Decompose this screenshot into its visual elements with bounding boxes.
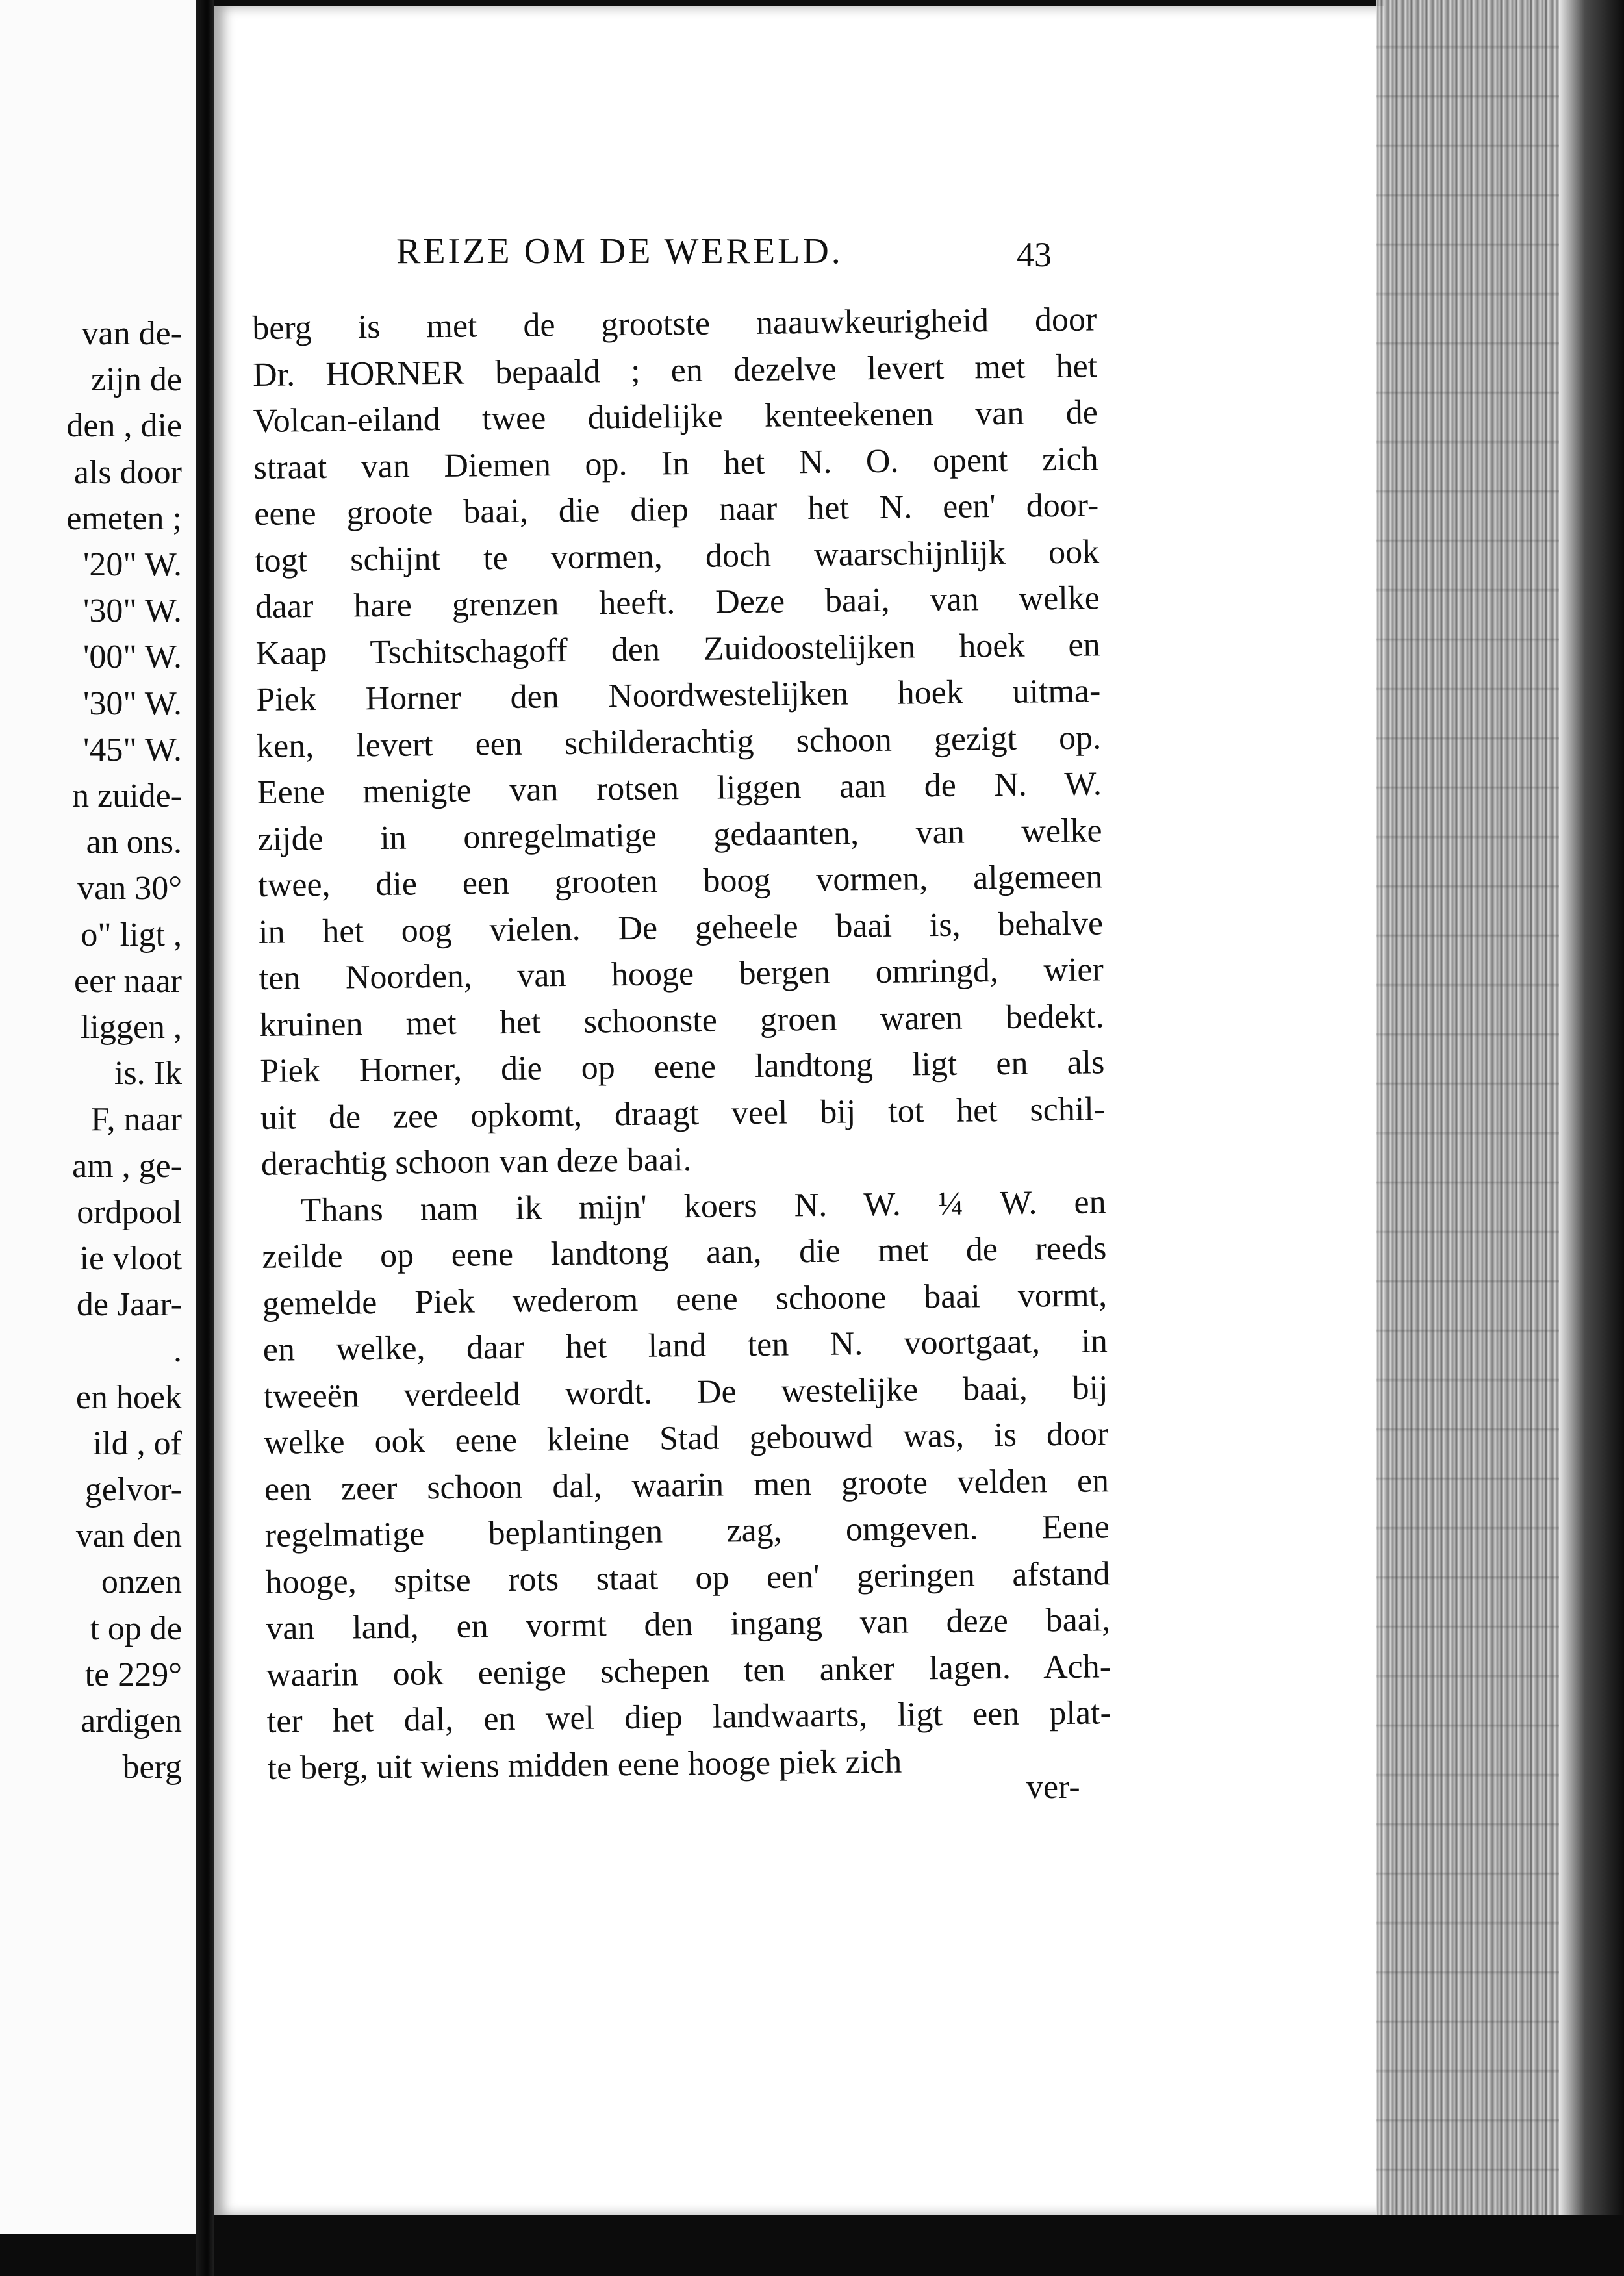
body-line: straat van Diemen op. In het N. O. opent zich: [253, 440, 1098, 487]
left-page-line: an ons.: [86, 824, 182, 861]
body-line: en welke, daar het land ten N. voortgaat, in: [262, 1322, 1108, 1369]
body-line: eene groote baai, die diep naar het N. een' door-: [254, 487, 1099, 533]
left-page-line: '30" W.: [83, 592, 182, 630]
body-line: twee, die een grooten boog vormen, algemeen: [258, 858, 1103, 904]
left-page-line: t op de: [90, 1610, 182, 1647]
left-page-line: gelvor-: [84, 1471, 182, 1508]
body-line: regelmatige beplantingen zag, omgeven. Eene: [264, 1508, 1110, 1554]
body-line: berg is met de grootste naauwkeurigheid door: [252, 301, 1097, 347]
left-page-line: '45" W.: [83, 731, 182, 768]
body-line: in het oog vielen. De geheele baai is, behalve: [258, 904, 1104, 951]
left-page-line: te 229°: [84, 1656, 182, 1693]
page-header: [396, 231, 1078, 276]
book-gutter: [196, 0, 214, 2276]
body-line: togt schijnt te vormen, doch waarschijnlijk ook: [254, 533, 1100, 579]
left-page-line: den , die: [66, 407, 182, 445]
body-line: Piek Horner den Noordwestelijken hoek uitma-: [256, 672, 1101, 718]
bottom-shadow: [214, 2215, 1624, 2276]
left-page-line: onzen: [101, 1563, 182, 1601]
running-title: REIZE OM DE WERELD.: [396, 231, 843, 272]
body-line: zeilde op eene landtong aan, die met de reeds: [262, 1230, 1107, 1276]
left-page-line: berg: [122, 1749, 182, 1786]
body-line: welke ook eene kleine Stad gebouwd was, is door: [264, 1415, 1109, 1461]
body-line: Dr. HORNER bepaald ; en dezelve levert met het: [252, 347, 1098, 394]
left-page-line: '20" W.: [83, 546, 182, 583]
body-text: [252, 296, 1112, 1791]
left-page-line: am , ge-: [72, 1147, 182, 1185]
left-page-line: F, naar: [90, 1101, 182, 1139]
left-page-line: '30" W.: [83, 685, 182, 722]
left-page-line: ardigen: [81, 1702, 182, 1739]
left-page-line: liggen ,: [81, 1009, 182, 1046]
left-page-line: als door: [73, 453, 182, 491]
body-line: ter het dal, en wel diep landwaarts, ligt een plat-: [266, 1694, 1112, 1740]
body-line: ten Noorden, van hooge bergen omringd, wier: [259, 951, 1104, 997]
body-line: Eene menigte van rotsen liggen aan de N. W.: [257, 765, 1102, 811]
left-page-line: o" ligt ,: [81, 916, 182, 954]
left-page-line: n zuide-: [72, 778, 182, 815]
body-line: waarin ook eenige schepen ten anker lagen. Ach-: [266, 1647, 1111, 1694]
body-line: een zeer schoon dal, waarin men groote velden en: [264, 1461, 1110, 1508]
left-page-line: ie vloot: [79, 1240, 182, 1277]
left-page-line: van de-: [81, 315, 182, 352]
body-line: uit de zee opkomt, draagt veel bij tot het schil-: [260, 1090, 1106, 1137]
body-line: kruinen met het schoonste groen waren bedekt.: [259, 997, 1104, 1044]
body-line: Kaap Tschitschagoff den Zuidoostelijken hoek en: [255, 626, 1100, 672]
body-line: Thans nam ik mijn' koers N. W. ¼ W. en: [300, 1183, 1106, 1229]
left-page-line: eer naar: [74, 962, 182, 1000]
left-page-line: ordpool: [77, 1193, 182, 1231]
left-page-line: zijn de: [90, 361, 182, 399]
body-line: ken, levert een schilderachtig schoon gezigt op.: [256, 718, 1102, 765]
catchword: ver-: [1026, 1769, 1080, 1806]
body-line: Piek Horner, die op eene landtong ligt en als: [260, 1044, 1105, 1090]
facing-page-left: [0, 0, 197, 2234]
left-page-line: '00" W.: [83, 639, 182, 676]
left-page-line: van 30°: [77, 870, 182, 907]
outer-shadow: [1559, 0, 1624, 2276]
left-page-line: van den: [75, 1517, 182, 1555]
body-line: zijde in onregelmatige gedaanten, van welke: [257, 811, 1102, 858]
body-line: daar hare grenzen heeft. Deze baai, van welke: [255, 579, 1100, 626]
left-page-line: ild , of: [92, 1424, 182, 1462]
body-line: Volcan-eiland twee duidelijke kenteekenen van de: [253, 394, 1098, 440]
page-number: 43: [1017, 235, 1052, 274]
body-line: hooge, spitse rots staat op een' geringen afstand: [265, 1554, 1110, 1601]
body-line: gemelde Piek wederom eene schoone baai vormt,: [262, 1276, 1108, 1322]
left-page-line: emeten ;: [66, 499, 182, 537]
body-line: van land, en vormt den ingang van deze baai,: [266, 1601, 1111, 1647]
left-page-line: is. Ik: [114, 1055, 182, 1093]
body-line: derachtig schoon van deze baai.: [260, 1141, 692, 1183]
body-line: tweeën verdeeld wordt. De westelijke baai, bij: [263, 1369, 1108, 1415]
left-page-line: en hoek: [75, 1378, 182, 1416]
body-line: te berg, uit wiens midden eene hooge piek zich: [267, 1743, 902, 1787]
left-page-line: .: [173, 1332, 182, 1370]
left-page-line: de Jaar-: [76, 1286, 182, 1324]
